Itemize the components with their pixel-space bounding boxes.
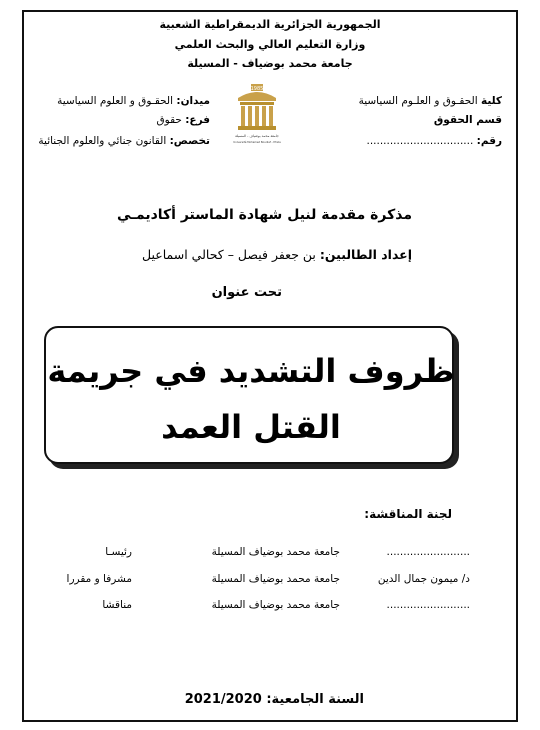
number-label: رقم:: [476, 135, 502, 147]
committee-member-3-university: جامعة محمد بوضياف المسيلة: [211, 599, 340, 611]
branch-value: حقوق: [156, 114, 182, 126]
thesis-title-line2: القتل العمد: [161, 408, 341, 446]
committee-member-1-university: جامعة محمد بوضياف المسيلة: [211, 546, 340, 558]
committee-label: لجنة المناقشة:: [364, 507, 452, 521]
committee-member-1-name: .........................: [386, 546, 470, 558]
committee-member-2-name: د/ ميمون جمال الدين: [377, 573, 470, 585]
branch-label: فرع:: [185, 114, 210, 126]
department: قسم الحقوق: [433, 114, 502, 126]
logo-caption-ar: جامعة محمد بوضياف - المسيلة: [235, 134, 279, 138]
prepared-label: إعداد الطالبين:: [319, 247, 412, 262]
academic-year: [185, 692, 364, 707]
academic-year-value: 2021/2020: [184, 692, 262, 707]
specialty-line: [38, 135, 210, 147]
branch-line: [157, 114, 211, 126]
ministry-name: وزارة التعليم العالي والبحث العلمي: [174, 38, 366, 51]
committee-member-1-role: رئيسـا: [105, 546, 132, 558]
thesis-title-box: [44, 326, 454, 464]
number-value: ................................: [366, 135, 474, 147]
faculty-value: الحقـوق و العلـوم السياسية: [358, 95, 478, 107]
number-line: [366, 135, 502, 147]
students-line: [142, 247, 412, 262]
committee-member-3-name: .........................: [386, 599, 470, 611]
specialty-label: تخصص:: [169, 135, 210, 147]
logo-caption-fr: Université Mohamed Boudiaf - M'sila: [233, 141, 281, 144]
field-label: ميدان:: [176, 95, 210, 107]
committee-member-2-university: جامعة محمد بوضياف المسيلة: [211, 573, 340, 585]
academic-year-label: السنة الجامعية:: [266, 692, 364, 707]
field-value: الحقـوق و العلوم السياسية: [57, 95, 174, 107]
thesis-title-line1: ظروف التشديد في جريمة: [47, 352, 455, 390]
specialty-value: القانون جنائي والعلوم الجنائية: [38, 135, 167, 147]
logo-year: 1985: [250, 86, 264, 92]
university-name: جامعة محمد بوضياف - المسيلة: [187, 57, 353, 70]
committee-member-2-role: مشرفا و مقررا: [66, 573, 132, 585]
committee-member-3-role: مناقشا: [102, 599, 132, 611]
students-names: بن جعفر فيصل – كحالي اسماعيل: [142, 247, 316, 262]
faculty-line: [359, 95, 502, 107]
under-title-label: تحت عنوان: [211, 285, 282, 300]
logo-arch: [238, 92, 276, 101]
university-logo: [232, 82, 282, 146]
field-line: [57, 95, 210, 107]
faculty-label: كلية: [480, 95, 502, 107]
memo-heading: مذكرة مقدمة لنيل شهادة الماستر أكاديمـي: [117, 207, 412, 223]
republic-name: الجمهورية الجزائرية الديمقراطية الشعبية: [159, 18, 381, 31]
